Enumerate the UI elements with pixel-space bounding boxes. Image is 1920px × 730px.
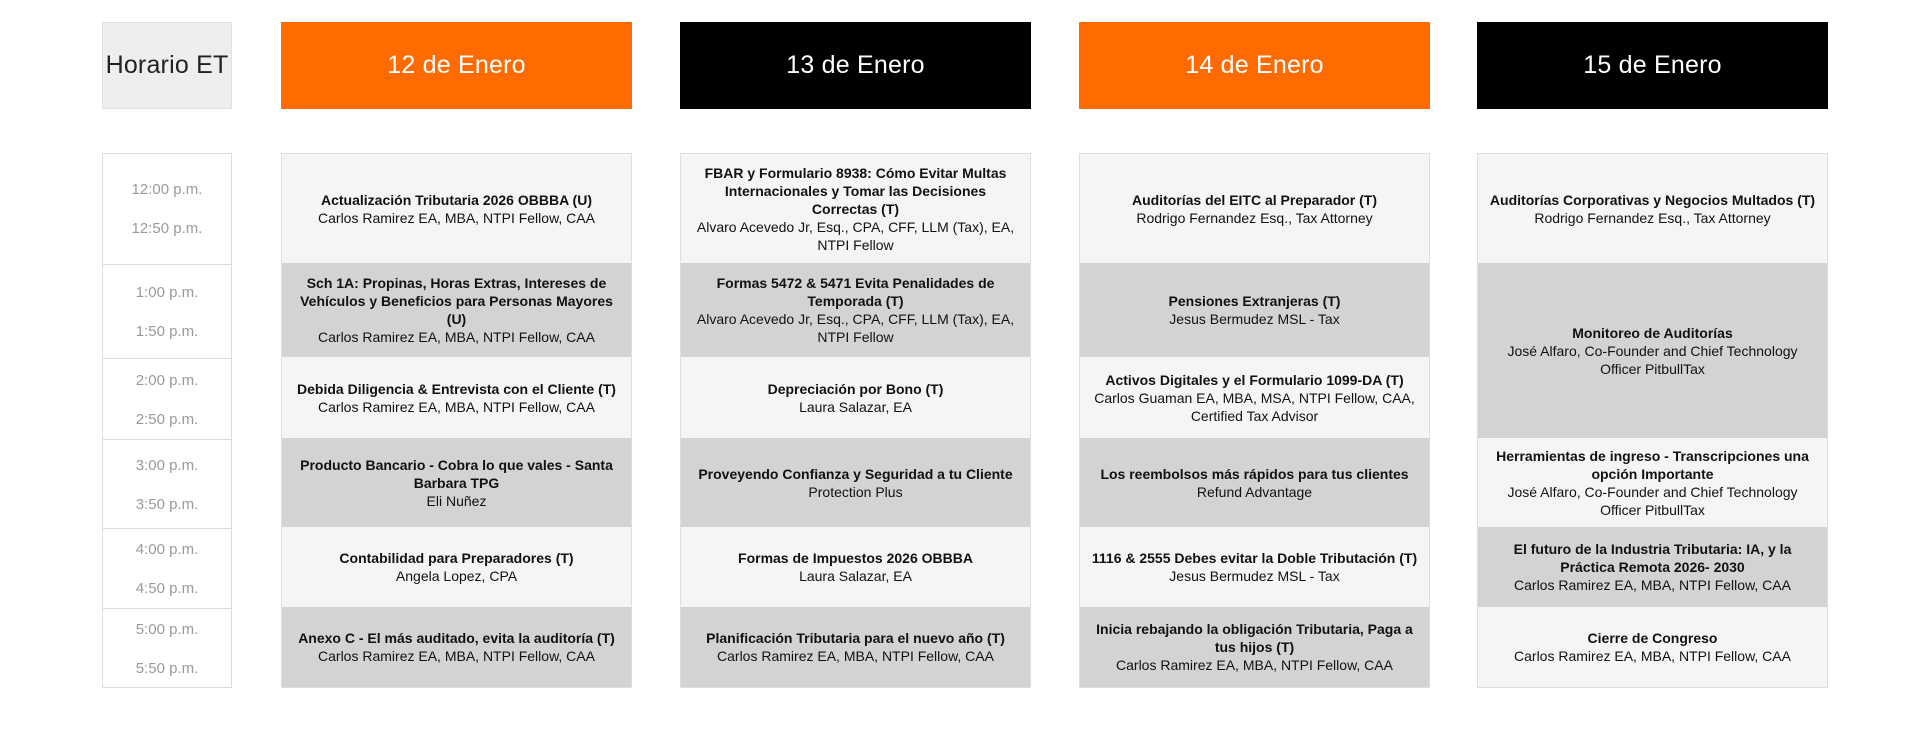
session-title: Proveyendo Confianza y Seguridad a tu Cliente (698, 465, 1013, 482)
session-title: Planificación Tributaria para el nuevo año (T) (706, 630, 1005, 646)
session-cell (680, 438, 1031, 527)
session-speaker: Carlos Ramirez EA, MBA, NTPI Fellow, CAA (318, 209, 595, 226)
session-title: Auditorías Corporativas y Negocios Multados (T) (1489, 191, 1816, 208)
day-header-jan-13: 13 de Enero (680, 22, 1031, 109)
time-column (102, 153, 232, 688)
session-title: Pensiones Extranjeras (T) (1168, 293, 1341, 309)
session-speaker: José Alfaro, Co-Founder and Chief Technology Officer PitbullTax (1507, 483, 1798, 518)
session-cell (281, 607, 632, 688)
day-header-jan-15: 15 de Enero (1477, 22, 1828, 109)
time-end: 4:50 p.m. (135, 580, 199, 597)
session-speaker: Angela Lopez, CPA (395, 568, 518, 584)
time-slot (103, 439, 231, 529)
session-title: Inicia rebajando la obligación Tributaria, Paga a tus hijos (T) (1096, 621, 1413, 655)
time-end: 1:50 p.m. (135, 323, 199, 340)
time-slot (103, 358, 231, 440)
session-title: Herramientas de ingreso - Transcripciones una opción Importante (1496, 447, 1809, 482)
session-speaker: Eli Nuñez (426, 492, 487, 509)
time-slot (103, 154, 231, 264)
session-title: Formas 5472 & 5471 Evita Penalidades de Temporada (T) (716, 275, 995, 309)
session-cell (1079, 527, 1430, 607)
day-column-jan-15 (1477, 153, 1828, 688)
session-speaker: Rodrigo Fernandez Esq., Tax Attorney (1534, 209, 1771, 226)
time-end: 2:50 p.m. (135, 410, 199, 428)
session-speaker: Carlos Guaman EA, MBA, MSA, NTPI Fellow, CAA, Certified Tax Advisor (1094, 389, 1415, 424)
day-column-jan-14 (1079, 153, 1430, 688)
session-cell (680, 527, 1031, 607)
session-cell (1079, 263, 1430, 357)
time-header: Horario ET (102, 22, 232, 109)
session-cell (1477, 438, 1828, 527)
session-speaker: Carlos Ramirez EA, MBA, NTPI Fellow, CAA (318, 398, 595, 415)
time-start: 5:00 p.m. (135, 620, 199, 638)
session-speaker: Carlos Ramirez EA, MBA, NTPI Fellow, CAA (1116, 657, 1393, 673)
session-cell (281, 263, 632, 357)
time-start: 12:00 p.m. (131, 181, 203, 198)
session-title: Auditorías del EITC al Preparador (T) (1131, 191, 1378, 208)
session-cell (680, 607, 1031, 688)
time-slot (103, 528, 231, 609)
session-title: Anexo C - El más auditado, evita la auditoría (T) (298, 630, 615, 646)
session-cell (281, 153, 632, 263)
session-speaker: Alvaro Acevedo Jr, Esq., CPA, CFF, LLM (Tax), EA, NTPI Fellow (696, 311, 1015, 345)
time-start: 1:00 p.m. (135, 284, 199, 301)
session-speaker: Protection Plus (808, 483, 903, 500)
session-speaker: Carlos Ramirez EA, MBA, NTPI Fellow, CAA (1514, 577, 1791, 593)
session-cell (1477, 527, 1828, 607)
session-speaker: Jesus Bermudez MSL - Tax (1169, 568, 1340, 584)
session-speaker: Carlos Ramirez EA, MBA, NTPI Fellow, CAA (717, 648, 994, 664)
session-cell (680, 153, 1031, 263)
session-title: El futuro de la Industria Tributaria: IA, y la Práctica Remota 2026- 2030 (1513, 541, 1792, 575)
session-speaker: Alvaro Acevedo Jr, Esq., CPA, CFF, LLM (Tax), EA, NTPI Fellow (696, 218, 1015, 253)
day-column-jan-12 (281, 153, 632, 688)
session-cell (1079, 607, 1430, 688)
time-start: 4:00 p.m. (135, 541, 199, 558)
session-cell (1477, 263, 1828, 438)
day-header-jan-12: 12 de Enero (281, 22, 632, 109)
time-end: 3:50 p.m. (135, 495, 199, 513)
day-header-jan-14: 14 de Enero (1079, 22, 1430, 109)
session-title: Producto Bancario - Cobra lo que vales - Santa Barbara TPG (300, 456, 613, 491)
session-cell (1079, 438, 1430, 527)
session-cell (1477, 607, 1828, 688)
session-speaker: Laura Salazar, EA (799, 568, 912, 584)
session-title: Actualización Tributaria 2026 OBBBA (U) (321, 191, 592, 208)
day-column-jan-13 (680, 153, 1031, 688)
session-title: Formas de Impuestos 2026 OBBBA (738, 550, 973, 566)
session-speaker: Refund Advantage (1196, 483, 1313, 500)
session-speaker: José Alfaro, Co-Founder and Chief Technology Officer PitbullTax (1507, 342, 1798, 377)
time-start: 3:00 p.m. (135, 456, 199, 474)
session-cell (281, 357, 632, 438)
session-speaker: Carlos Ramirez EA, MBA, NTPI Fellow, CAA (1514, 648, 1791, 664)
session-title: Cierre de Congreso (1587, 630, 1718, 646)
session-title: Activos Digitales y el Formulario 1099-DA (T) (1105, 371, 1404, 388)
session-speaker: Carlos Ramirez EA, MBA, NTPI Fellow, CAA (318, 329, 595, 345)
session-cell (281, 527, 632, 607)
session-cell (680, 263, 1031, 357)
session-cell (1477, 153, 1828, 263)
session-cell (1079, 357, 1430, 438)
time-end: 5:50 p.m. (135, 659, 199, 677)
session-cell (1079, 153, 1430, 263)
session-title: Los reembolsos más rápidos para tus clientes (1100, 465, 1409, 482)
session-speaker: Laura Salazar, EA (799, 398, 912, 415)
session-title: FBAR y Formulario 8938: Cómo Evitar Multas Internacionales y Tomar las Decisiones Correctas (T) (704, 164, 1007, 217)
session-title: Monitoreo de Auditorías (1572, 324, 1733, 341)
time-start: 2:00 p.m. (135, 371, 199, 389)
session-title: Debida Diligencia & Entrevista con el Cliente (T) (297, 380, 616, 397)
session-title: Contabilidad para Preparadores (T) (339, 550, 574, 566)
time-slot (103, 608, 231, 688)
session-speaker: Rodrigo Fernandez Esq., Tax Attorney (1136, 209, 1373, 226)
time-end: 12:50 p.m. (131, 220, 203, 237)
session-cell (281, 438, 632, 527)
session-speaker: Jesus Bermudez MSL - Tax (1169, 311, 1340, 327)
session-title: Depreciación por Bono (T) (767, 380, 944, 397)
session-speaker: Carlos Ramirez EA, MBA, NTPI Fellow, CAA (318, 648, 595, 664)
session-cell (680, 357, 1031, 438)
session-title: Sch 1A: Propinas, Horas Extras, Intereses de Vehículos y Beneficios para Personas Mayores (U) (300, 275, 613, 327)
session-title: 1116 & 2555 Debes evitar la Doble Tributación (T) (1091, 550, 1418, 566)
time-slot (103, 264, 231, 359)
